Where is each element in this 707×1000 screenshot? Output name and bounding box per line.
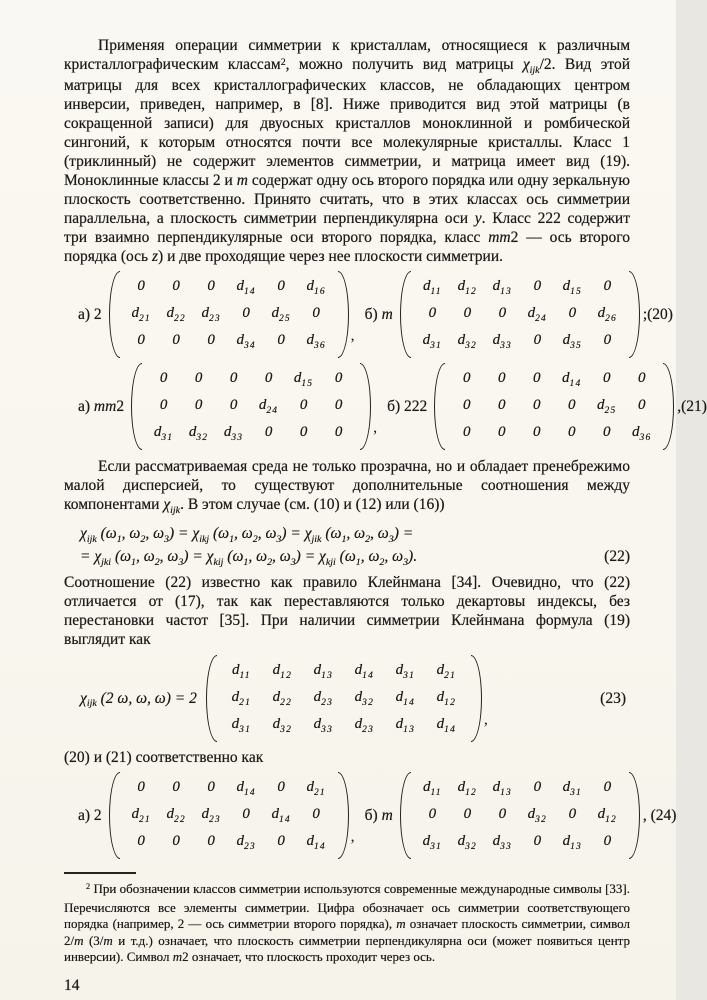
matrix-cell: $d_{33}$ <box>223 424 244 443</box>
matrix-cell: $d_{14}$ <box>395 689 416 708</box>
eq23-matrix <box>206 655 482 742</box>
eq21-matrix-a <box>131 363 371 450</box>
matrix-cell: $d_{26}$ <box>597 305 618 324</box>
matrix-cell: 0 <box>277 278 285 294</box>
matrix-cell: 0 <box>603 332 612 348</box>
matrix-cell: $d_{21}$ <box>306 779 326 798</box>
matrix-cell: 0 <box>277 332 285 348</box>
page-number: 14 <box>64 976 80 994</box>
matrix-cell: $d_{12}$ <box>272 662 293 681</box>
matrix-cell: 0 <box>533 424 541 440</box>
matrix-cell: $d_{32}$ <box>457 833 478 852</box>
eq24-matrix-a <box>109 772 349 859</box>
eq22-number: (22) <box>604 548 630 565</box>
matrix-cell: 0 <box>172 779 180 795</box>
matrix-cell: 0 <box>207 278 215 294</box>
eq21-matrix-b <box>434 363 674 450</box>
eq20-part-b <box>365 271 673 358</box>
eq24-matrix-b <box>400 772 640 859</box>
matrix-cell: 0 <box>533 370 541 386</box>
matrix-cell: $d_{36}$ <box>306 332 326 351</box>
eq24-label-b: б) m <box>364 806 393 824</box>
matrix-cell: 0 <box>533 397 541 413</box>
matrix-cell: 0 <box>229 370 238 386</box>
matrix-cell: $d_{24}$ <box>258 397 279 416</box>
matrix-cell: 0 <box>194 370 203 386</box>
matrix-cell: $d_{34}$ <box>236 332 256 351</box>
matrix-cell: $d_{32}$ <box>457 332 478 351</box>
footnote-separator <box>64 872 136 874</box>
matrix-cell: 0 <box>137 833 145 849</box>
equation-24 <box>78 772 677 859</box>
matrix-cell: $d_{12}$ <box>436 689 457 708</box>
matrix-cell: 0 <box>172 278 180 294</box>
matrix-cell: $d_{32}$ <box>188 424 209 443</box>
matrix-cell: 0 <box>603 779 612 795</box>
matrix-cell: $d_{32}$ <box>354 689 375 708</box>
matrix-cell: $d_{14}$ <box>354 662 375 681</box>
eq24-separator: , <box>350 828 355 845</box>
matrix-cell: $d_{14}$ <box>562 370 582 389</box>
matrix-cell: 0 <box>428 305 437 321</box>
eq20-label-b: б) m <box>364 305 393 323</box>
matrix-cell: $d_{13}$ <box>492 779 513 798</box>
matrix-cell: $d_{12}$ <box>597 806 618 825</box>
matrix-cell: 0 <box>207 779 215 795</box>
equation-20 <box>78 271 673 358</box>
equation-22 <box>80 525 630 566</box>
matrix-cell: 0 <box>568 305 577 321</box>
eq20-number: ;(20) <box>642 305 673 323</box>
matrix-cell: $d_{36}$ <box>632 424 652 443</box>
matrix-cell: 0 <box>498 305 507 321</box>
eq21-label-b: б) 222 <box>387 397 428 415</box>
paragraph-kleinman-rule: Соотношение (22) известно как правило Клейнмана [34]. Очевидно, что (22) отличается от (17), так как переставляются только декартовы индексы, без перестановки частот [35]. При наличии симметрии Клейнмана формула (19) выглядит как <box>64 574 630 648</box>
matrix-cell: $d_{23}$ <box>313 689 334 708</box>
matrix-cell: $d_{12}$ <box>457 779 478 798</box>
matrix-cell: 0 <box>568 397 576 413</box>
matrix-cell: 0 <box>277 779 285 795</box>
matrix-cell: $d_{23}$ <box>201 806 221 825</box>
matrix-cell: $d_{14}$ <box>236 779 256 798</box>
matrix-cell: 0 <box>207 833 215 849</box>
matrix-cell: $d_{14}$ <box>236 278 256 297</box>
matrix-cell: $d_{31}$ <box>395 662 416 681</box>
matrix-cell: $d_{24}$ <box>527 305 548 324</box>
eq20-label-a: а) 2 <box>78 305 102 323</box>
matrix-cell: $d_{12}$ <box>457 278 478 297</box>
matrix-cell: 0 <box>533 278 542 294</box>
matrix-cell: $d_{31}$ <box>231 716 252 735</box>
matrix-cell: 0 <box>299 397 308 413</box>
matrix-cell: 0 <box>312 305 320 321</box>
paragraph-symmetry-intro: Применяя операции симметрии к кристаллам, относящиеся к различным кристаллографическим классам$^2$, можно получить вид матрицы $\chi_{ijk}/2$. Вид этой матрицы для всех кристаллографических классов, не обладающих центром инверсии, приведен, например, в [8]. Ниже приводится вид этой матрицы (в сокращенной записи) для двуосных кристаллов моноклинной и ромбической сингоний, к которым относятся почти все молекулярные кристаллы. Класс 1 (триклинный) не содержит элементов симметрии, и матрица имеет вид (19). Моноклинные классы 2 и m содержат одну ось второго порядка или одну зеркальную плоскость соответственно. Принято считать, что в этих классах ось симметрии параллельна, а плоскость симметрии перпендикулярна оси y. Класс 222 содержит три взаимно перпендикулярные оси второго порядка, класс mm2 — ось второго порядка (ось z) и две проходящие через нее плоскости симметрии. <box>64 37 631 265</box>
matrix-cell: 0 <box>568 424 576 440</box>
matrix-cell: 0 <box>603 370 611 386</box>
matrix-cell: 0 <box>428 806 437 822</box>
matrix-cell: $d_{31}$ <box>422 833 443 852</box>
eq24-label-a: а) 2 <box>78 806 102 824</box>
matrix-cell: 0 <box>264 424 273 440</box>
equation-23 <box>80 655 630 742</box>
matrix-cell: $d_{33}$ <box>313 716 334 735</box>
matrix-cell: 0 <box>194 397 203 413</box>
matrix-cell: 0 <box>172 833 180 849</box>
matrix-cell: 0 <box>498 424 506 440</box>
matrix-cell: 0 <box>463 397 471 413</box>
eq21-label-a: а) mm2 <box>78 397 125 415</box>
matrix-cell: 0 <box>603 424 611 440</box>
matrix-cell: $d_{14}$ <box>271 806 291 825</box>
matrix-cell: $d_{32}$ <box>527 806 548 825</box>
matrix-cell: $d_{14}$ <box>436 716 457 735</box>
matrix-cell: 0 <box>242 305 250 321</box>
matrix-cell: $d_{13}$ <box>313 662 334 681</box>
eq21-part-b <box>387 363 707 450</box>
matrix-cell: $d_{22}$ <box>166 305 186 324</box>
matrix-cell: $d_{32}$ <box>272 716 293 735</box>
eq22-line-2: = $\chi_{jki}$ ($\omega_1$, $\omega_2$, $\omega_3) = \chi_{kij}$ ($\omega_1$, $\omega_2$, $\omega_3) = \chi_{kji}$ ($\omega_1$, $\omega_2$, $\omega_3$). <box>80 548 418 568</box>
matrix-cell: $d_{31}$ <box>153 424 174 443</box>
matrix-cell: 0 <box>334 370 343 386</box>
matrix-cell: 0 <box>568 806 577 822</box>
matrix-cell: 0 <box>498 397 506 413</box>
eq20-separator: , <box>350 327 355 344</box>
matrix-cell: 0 <box>137 332 145 348</box>
matrix-cell: $d_{31}$ <box>422 332 443 351</box>
matrix-cell: 0 <box>159 397 168 413</box>
matrix-cell: 0 <box>463 424 471 440</box>
matrix-cell: 0 <box>603 833 612 849</box>
matrix-cell: $d_{13}$ <box>395 716 416 735</box>
matrix-cell: 0 <box>242 806 250 822</box>
matrix-cell: $d_{15}$ <box>293 370 314 389</box>
eq23-comma: , <box>483 711 488 728</box>
paragraph-correspondence: (20) и (21) соответственно как <box>64 749 264 766</box>
matrix-cell: 0 <box>159 370 168 386</box>
matrix-cell: $d_{33}$ <box>492 332 513 351</box>
matrix-cell: 0 <box>603 278 612 294</box>
matrix-cell: $d_{13}$ <box>492 278 513 297</box>
matrix-cell: $d_{22}$ <box>272 689 293 708</box>
eq21-part-a <box>78 363 377 450</box>
matrix-cell: $d_{22}$ <box>166 806 186 825</box>
matrix-cell: 0 <box>207 332 215 348</box>
eq23-number: (23) <box>600 689 626 707</box>
matrix-cell: $d_{21}$ <box>231 689 252 708</box>
matrix-cell: 0 <box>334 397 343 413</box>
matrix-cell: 0 <box>299 424 308 440</box>
eq24-part-a <box>78 772 355 859</box>
matrix-cell: 0 <box>498 370 506 386</box>
matrix-cell: $d_{23}$ <box>236 833 256 852</box>
eq22-line-1: $\chi_{ijk}$ ($\omega_1$, $\omega_2$, $\omega_3) = \chi_{ikj}$ ($\omega_1$, $\omega_2$, $\omega_3) = \chi_{jik}$ ($\omega_1$, $\omega_2$, $\omega_3$) = <box>80 525 414 545</box>
matrix-cell: $d_{11}$ <box>422 779 442 798</box>
matrix-cell: $d_{25}$ <box>271 305 291 324</box>
matrix-cell: $d_{21}$ <box>131 305 151 324</box>
equation-21 <box>78 363 707 450</box>
matrix-cell: $d_{25}$ <box>597 397 617 416</box>
matrix-cell: $d_{15}$ <box>562 278 583 297</box>
matrix-cell: $d_{14}$ <box>306 833 326 852</box>
matrix-cell: 0 <box>463 305 472 321</box>
eq24-number: , (24) <box>642 806 677 824</box>
matrix-cell: 0 <box>638 370 646 386</box>
eq23-lhs: $\chi_{ijk}$ (2 ω, ω, ω) = 2 <box>80 689 197 710</box>
matrix-cell: 0 <box>172 332 180 348</box>
matrix-cell: 0 <box>312 806 320 822</box>
matrix-cell: $d_{33}$ <box>492 833 513 852</box>
matrix-cell: $d_{21}$ <box>436 662 457 681</box>
matrix-cell: 0 <box>264 370 273 386</box>
eq20-matrix-b <box>400 271 640 358</box>
eq21-number: ,(21) <box>677 397 707 415</box>
matrix-cell: $d_{16}$ <box>306 278 326 297</box>
eq20-matrix-a <box>109 271 349 358</box>
eq24-part-b <box>365 772 677 859</box>
matrix-cell: 0 <box>137 779 145 795</box>
matrix-cell: 0 <box>463 806 472 822</box>
matrix-cell: $d_{21}$ <box>131 806 151 825</box>
matrix-cell: 0 <box>533 833 542 849</box>
matrix-cell: $d_{31}$ <box>562 779 583 798</box>
matrix-cell: 0 <box>137 278 145 294</box>
matrix-cell: 0 <box>533 779 542 795</box>
matrix-cell: 0 <box>638 397 646 413</box>
matrix-cell: 0 <box>229 397 238 413</box>
matrix-cell: $d_{11}$ <box>232 662 251 681</box>
matrix-cell: $d_{35}$ <box>562 332 583 351</box>
eq21-separator: , <box>373 419 378 436</box>
paragraph-dispersion: Если рассматриваемая среда не только прозрачна, но и обладает пренебрежимо малой дисперсией, то существуют дополнительные соотношения между компонентами $\chi_{ijk}$. В этом случае (см. (10) и (12) или (16)) <box>64 458 630 516</box>
matrix-cell: 0 <box>277 833 285 849</box>
footnote-symmetry-classes: $^2$ При обозначении классов симметрии используются современные международные символы [33]. Перечисляются все элементы симметрии. Цифра обозначает ось симметрии соответствующего порядка (например, 2 — ось симметрии второго порядка), m означает плоскость симметрии, символ 2/m (3/m и т.д.) означает, что плоскость симметрии перпендикулярна оси (может появиться центр инверсии). Символ m2 означает, что плоскость проходит через ось. <box>64 881 630 965</box>
matrix-cell: 0 <box>334 424 343 440</box>
matrix-cell: $d_{23}$ <box>201 305 221 324</box>
matrix-cell: $d_{13}$ <box>562 833 583 852</box>
matrix-cell: 0 <box>463 370 471 386</box>
matrix-cell: $d_{23}$ <box>354 716 375 735</box>
eq22-lines <box>80 525 417 566</box>
matrix-cell: $d_{11}$ <box>422 278 442 297</box>
matrix-cell: 0 <box>533 332 542 348</box>
eq20-part-a <box>78 271 355 358</box>
matrix-cell: 0 <box>498 806 507 822</box>
